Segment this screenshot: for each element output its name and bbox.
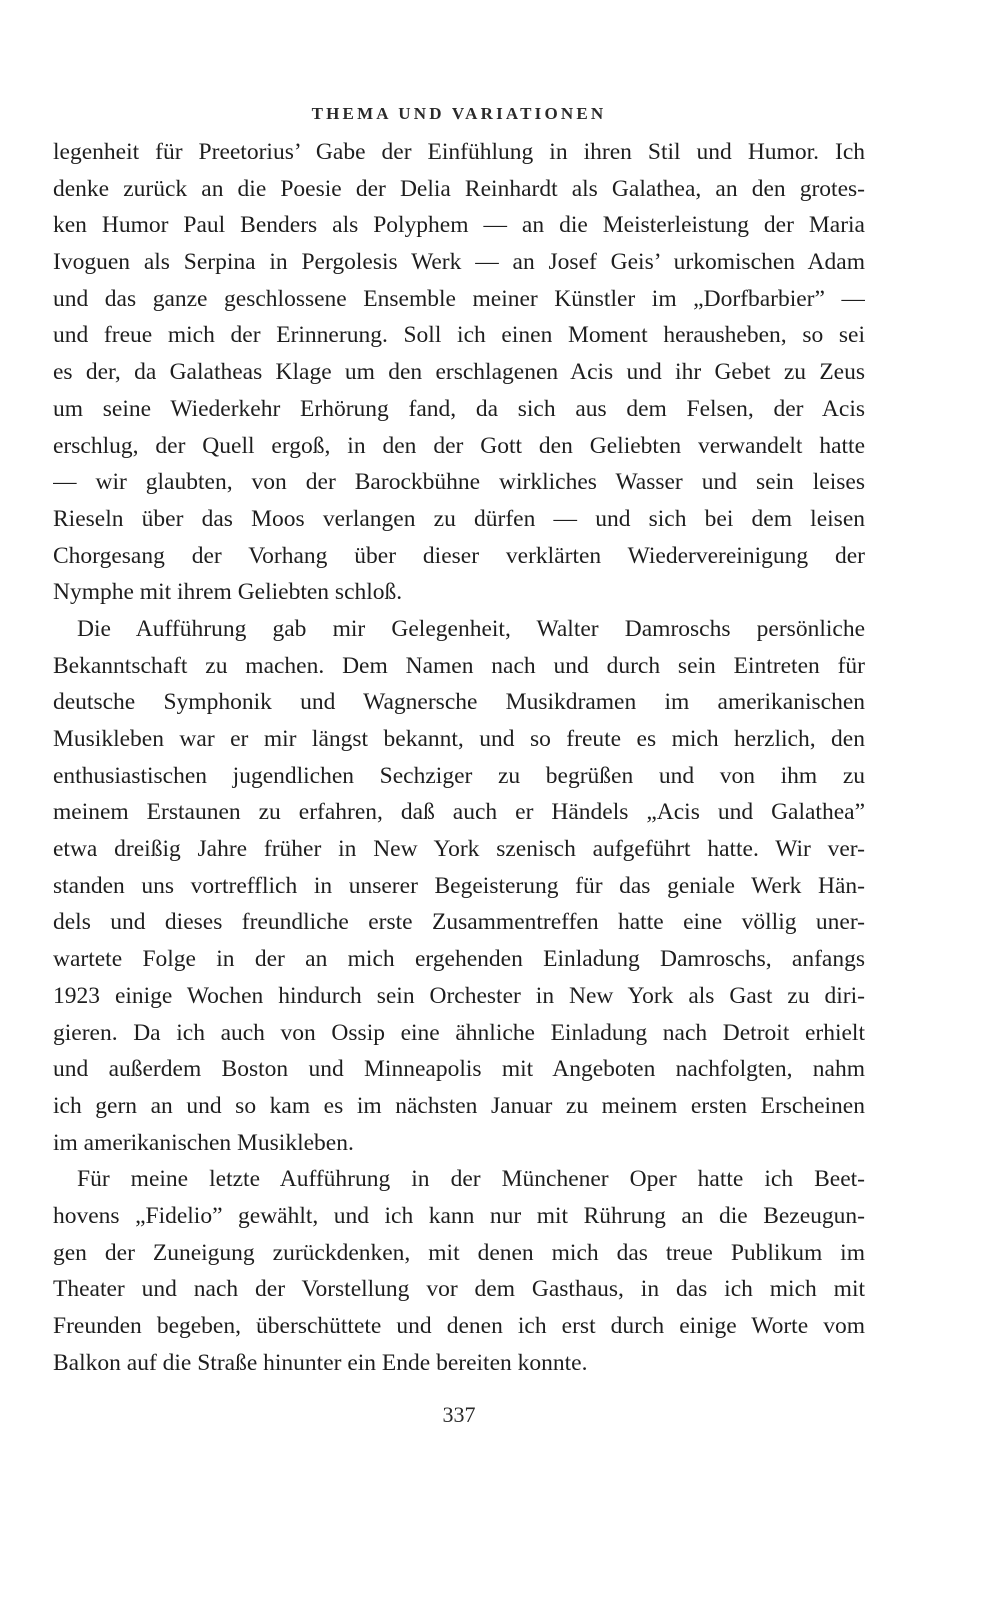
text-line: es der, da Galatheas Klage um den erschlagenen Acis und ihr Gebet zu Zeus bbox=[53, 359, 865, 386]
text-line: gen der Zuneigung zurückdenken, mit denen mich das treue Publikum im bbox=[53, 1239, 865, 1266]
running-head: THEMA UND VARIATIONEN bbox=[311, 104, 607, 123]
text-line: — wir glaubten, von der Barockbühne wirkliches Wasser und sein leises bbox=[53, 469, 865, 496]
paragraph-end-line: im amerikanischen Musikleben. bbox=[53, 1129, 354, 1156]
text-line: etwa dreißig Jahre früher in New York szenisch aufgeführt hatte. Wir ver- bbox=[53, 836, 865, 863]
text-line: hovens „Fidelio” gewählt, und ich kann nur mit Rührung an die Bezeugun- bbox=[53, 1202, 865, 1229]
text-line: Theater und nach der Vorstellung vor dem Gasthaus, in das ich mich mit bbox=[53, 1276, 865, 1303]
body-text bbox=[53, 134, 865, 1381]
text-line: und außerdem Boston und Minneapolis mit Angeboten nachfolgten, nahm bbox=[53, 1056, 865, 1083]
text-line: enthusiastischen jugendlichen Sechziger zu begrüßen und von ihm zu bbox=[53, 762, 865, 789]
text-line: dels und dieses freundliche erste Zusammentreffen hatte eine völlig uner- bbox=[53, 909, 865, 936]
text-line: legenheit für Preetorius’ Gabe der Einfühlung in ihren Stil und Humor. Ich bbox=[53, 139, 865, 165]
page-number: 337 bbox=[442, 1402, 476, 1427]
text-line: meinem Erstaunen zu erfahren, daß auch er Händels „Acis und Galathea” bbox=[53, 799, 865, 826]
text-line: wartete Folge in der an mich ergehenden Einladung Damroschs, anfangs bbox=[53, 946, 865, 973]
text-line: gieren. Da ich auch von Ossip eine ähnliche Einladung nach Detroit erhielt bbox=[53, 1019, 865, 1046]
text-line: ich gern an und so kam es im nächsten Januar zu meinem ersten Erscheinen bbox=[53, 1092, 865, 1119]
text-line: Musikleben war er mir längst bekannt, und so freute es mich herzlich, den bbox=[53, 726, 865, 752]
text-line: Ivoguen als Serpina in Pergolesis Werk — an Josef Geis’ urkomischen Adam bbox=[53, 249, 865, 276]
text-line: Freunden begeben, überschüttete und denen ich erst durch einige Worte vom bbox=[53, 1313, 865, 1339]
text-line: um seine Wiederkehr Erhörung fand, da sich aus dem Felsen, der Acis bbox=[53, 395, 865, 422]
text-line: Rieseln über das Moos verlangen zu dürfen — und sich bei dem leisen bbox=[53, 505, 865, 532]
text-line: standen uns vortrefflich in unserer Begeisterung für das geniale Werk Hän- bbox=[53, 872, 865, 899]
paragraph-end-line: Nymphe mit ihrem Geliebten schloß. bbox=[53, 579, 403, 606]
text-line: und freue mich der Erinnerung. Soll ich einen Moment herausheben, so sei bbox=[53, 322, 865, 349]
text-line: ken Humor Paul Benders als Polyphem — an die Meisterleistung der Maria bbox=[53, 212, 865, 239]
text-line: Für meine letzte Aufführung in der Münchener Oper hatte ich Beet- bbox=[77, 1166, 865, 1193]
text-line: Die Aufführung gab mir Gelegenheit, Walter Damroschs persönliche bbox=[77, 615, 865, 642]
paragraph-end-line: Balkon auf die Straße hinunter ein Ende bereiten konnte. bbox=[53, 1349, 588, 1376]
text-line: 1923 einige Wochen hindurch sein Orchester in New York als Gast zu diri- bbox=[53, 982, 865, 1009]
text-line: deutsche Symphonik und Wagnersche Musikdramen im amerikanischen bbox=[53, 689, 865, 716]
text-line: und das ganze geschlossene Ensemble meiner Künstler im „Dorfbarbier” — bbox=[53, 285, 865, 312]
text-line: Chorgesang der Vorhang über dieser verklärten Wiedervereinigung der bbox=[53, 542, 865, 569]
text-line: denke zurück an die Poesie der Delia Reinhardt als Galathea, an den grotes- bbox=[53, 175, 865, 202]
text-line: Bekanntschaft zu machen. Dem Namen nach und durch sein Eintreten für bbox=[53, 652, 865, 679]
text-line: erschlug, der Quell ergoß, in den der Gott den Geliebten verwandelt hatte bbox=[53, 432, 865, 459]
